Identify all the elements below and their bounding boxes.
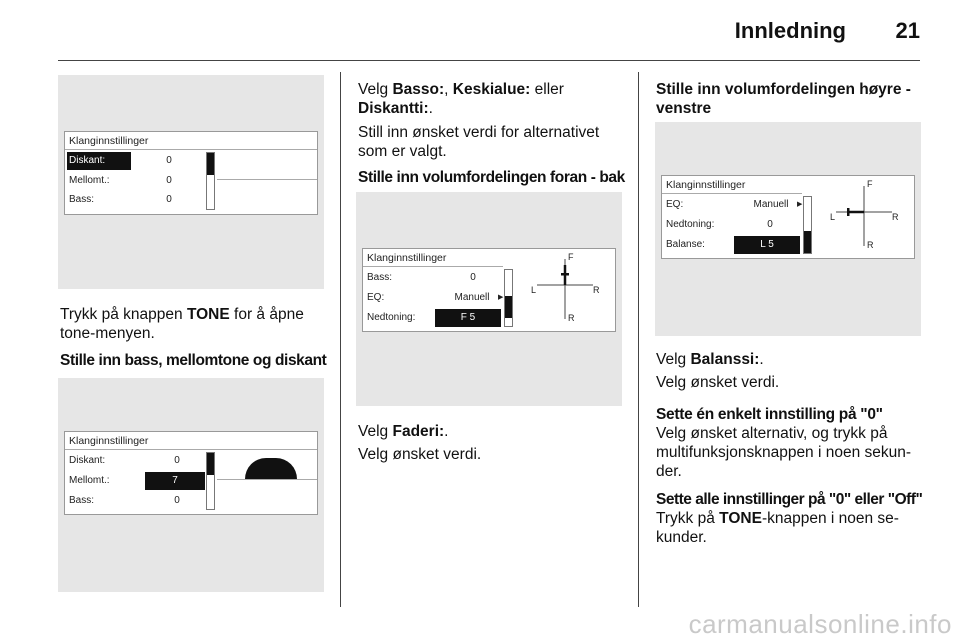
text: der. [656, 463, 682, 480]
cross-label-rear: R [568, 313, 575, 323]
scrollbar-thumb [207, 153, 214, 175]
title-divider [662, 193, 802, 194]
scrollbar [206, 152, 215, 210]
heading-bass-mid-treble: Stille inn bass, mellomtone og diskant [60, 352, 327, 369]
text: som er valgt. [358, 143, 447, 160]
screen-title: Klanginnstillinger [69, 135, 149, 147]
menu-option-fader: Faderi: [392, 423, 445, 440]
heading-fader: Stille inn volumfordelingen foran - bak [358, 169, 625, 186]
row-value: 0 [166, 155, 172, 166]
text: . [444, 423, 449, 440]
paragraph-set-value [358, 123, 599, 161]
cross-label-rear: R [867, 240, 874, 250]
row-mid [67, 172, 197, 190]
row-fader [664, 216, 794, 234]
title-divider [65, 449, 317, 450]
row-mid-value-highlight [145, 472, 205, 490]
row-value: 0 [174, 495, 180, 506]
row-label: EQ: [666, 199, 684, 210]
text: -knappen i noen se- [761, 510, 899, 527]
cross-label-right: R [593, 285, 600, 295]
eq-baseline [217, 479, 317, 480]
row-label: Bass: [69, 194, 95, 205]
watermark: carmanualsonline.info [688, 609, 952, 639]
title-divider [65, 149, 317, 150]
cross-label-front: F [568, 252, 574, 262]
title-divider [363, 266, 503, 267]
row-fader-value-highlight [435, 309, 501, 327]
arrow-right-icon: ▶ [797, 201, 803, 208]
tone-key-label: TONE [186, 306, 230, 323]
sound-settings-screen-4 [661, 175, 915, 259]
text: kunder. [656, 529, 707, 546]
row-treble [67, 452, 197, 470]
row-label: Mellomt.: [69, 175, 110, 186]
row-treble-value-wrap [159, 152, 179, 170]
cross-label-left: L [830, 212, 836, 222]
row-eq [664, 196, 804, 214]
page-section-title: Innledning [734, 18, 846, 43]
sound-settings-screen-2 [64, 431, 318, 515]
screen-title: Klanginnstillinger [666, 179, 746, 191]
row-label: Diskant: [69, 455, 106, 466]
text: , [444, 81, 453, 98]
paragraph-open-tone-menu [60, 305, 304, 343]
row-bass [67, 191, 197, 209]
heading-balance [656, 80, 911, 118]
row-value: Manuell [753, 199, 789, 210]
scrollbar-thumb [207, 453, 214, 475]
row-value: 0 [470, 272, 476, 283]
text: Stille inn volumfordelingen høyre - [656, 81, 911, 98]
row-label: Balanse: [666, 239, 705, 250]
scrollbar-thumb [505, 296, 512, 318]
heading-reset-all: Sette alle innstillinger på "0" eller "Off" [656, 491, 923, 508]
row-value: Manuell [454, 292, 490, 303]
figure-panel-4 [655, 122, 921, 336]
row-balance-value-highlight [734, 236, 800, 254]
menu-option-balance: Balanssi: [690, 351, 760, 368]
row-value: 0 [174, 455, 180, 466]
tone-key-label: TONE [719, 510, 762, 527]
menu-option-treble: Diskantti: [358, 100, 429, 117]
paragraph-select-value: Velg ønsket verdi. [656, 374, 780, 391]
text: Trykk på [656, 510, 720, 527]
text: Velg [656, 351, 691, 368]
text: Velg ønsket alternativ, og trykk på [656, 425, 888, 442]
text: venstre [656, 100, 712, 117]
menu-option-bass: Basso: [392, 81, 445, 98]
heading-reset-single: Sette én enkelt innstilling på "0" [656, 406, 883, 423]
paragraph-reset-single [656, 424, 911, 481]
page-number: 21 [895, 18, 920, 43]
row-label: Nedtoning: [367, 312, 416, 323]
row-value: 0 [166, 194, 172, 205]
arrow-right-icon: ▶ [498, 294, 504, 301]
row-bass [365, 269, 495, 287]
column-divider-1 [340, 72, 341, 607]
row-label: Mellomt.: [69, 475, 110, 486]
scrollbar-thumb [804, 231, 811, 253]
paragraph-select-bass-mid-treble [358, 80, 564, 118]
row-fader [365, 309, 435, 327]
row-value: F 5 [460, 312, 476, 323]
header-rule [58, 60, 920, 61]
row-value: 0 [166, 175, 172, 186]
sound-settings-screen-1 [64, 131, 318, 215]
row-balance [664, 236, 734, 254]
row-value: 7 [172, 475, 178, 486]
text: . [759, 351, 764, 368]
screen-title: Klanginnstillinger [69, 435, 149, 447]
text: tone-menyen. [60, 325, 155, 342]
paragraph-select-fader [358, 422, 448, 441]
text: Still inn ønsket verdi for alternativet [358, 124, 600, 141]
row-eq [365, 289, 505, 307]
row-label: Bass: [69, 495, 95, 506]
screen-title: Klanginnstillinger [367, 252, 447, 264]
text: . [428, 100, 433, 117]
text: eller [530, 81, 564, 98]
row-label: Bass: [367, 272, 393, 283]
figure-panel-1 [58, 75, 324, 289]
scrollbar [504, 269, 513, 327]
cross-label-right: R [892, 212, 899, 222]
text: for å åpne [229, 306, 304, 323]
row-label: EQ: [367, 292, 385, 303]
scrollbar [206, 452, 215, 510]
text: Velg [358, 423, 393, 440]
row-label: Nedtoning: [666, 219, 715, 230]
eq-curve-hump [245, 458, 297, 479]
row-value: L 5 [760, 239, 774, 250]
paragraph-reset-all [656, 509, 899, 547]
text: multifunksjonsknappen i noen sekun- [656, 444, 912, 461]
paragraph-select-balance [656, 350, 764, 369]
row-mid [67, 472, 143, 490]
row-value: 0 [767, 219, 773, 230]
row-bass [67, 492, 197, 510]
row-treble [67, 152, 131, 170]
paragraph-select-value: Velg ønsket verdi. [358, 446, 482, 463]
figure-panel-2 [58, 378, 324, 592]
figure-panel-3 [356, 192, 622, 406]
text: Trykk på knappen [60, 306, 187, 323]
cross-label-left: L [531, 285, 537, 295]
text: Velg [358, 81, 393, 98]
eq-baseline [217, 179, 317, 180]
sound-settings-screen-3 [362, 248, 616, 332]
scrollbar [803, 196, 812, 254]
column-divider-2 [638, 72, 639, 607]
menu-option-mid: Keskialue: [452, 81, 531, 98]
row-label: Diskant: [69, 155, 106, 166]
cross-label-front: F [867, 179, 873, 189]
